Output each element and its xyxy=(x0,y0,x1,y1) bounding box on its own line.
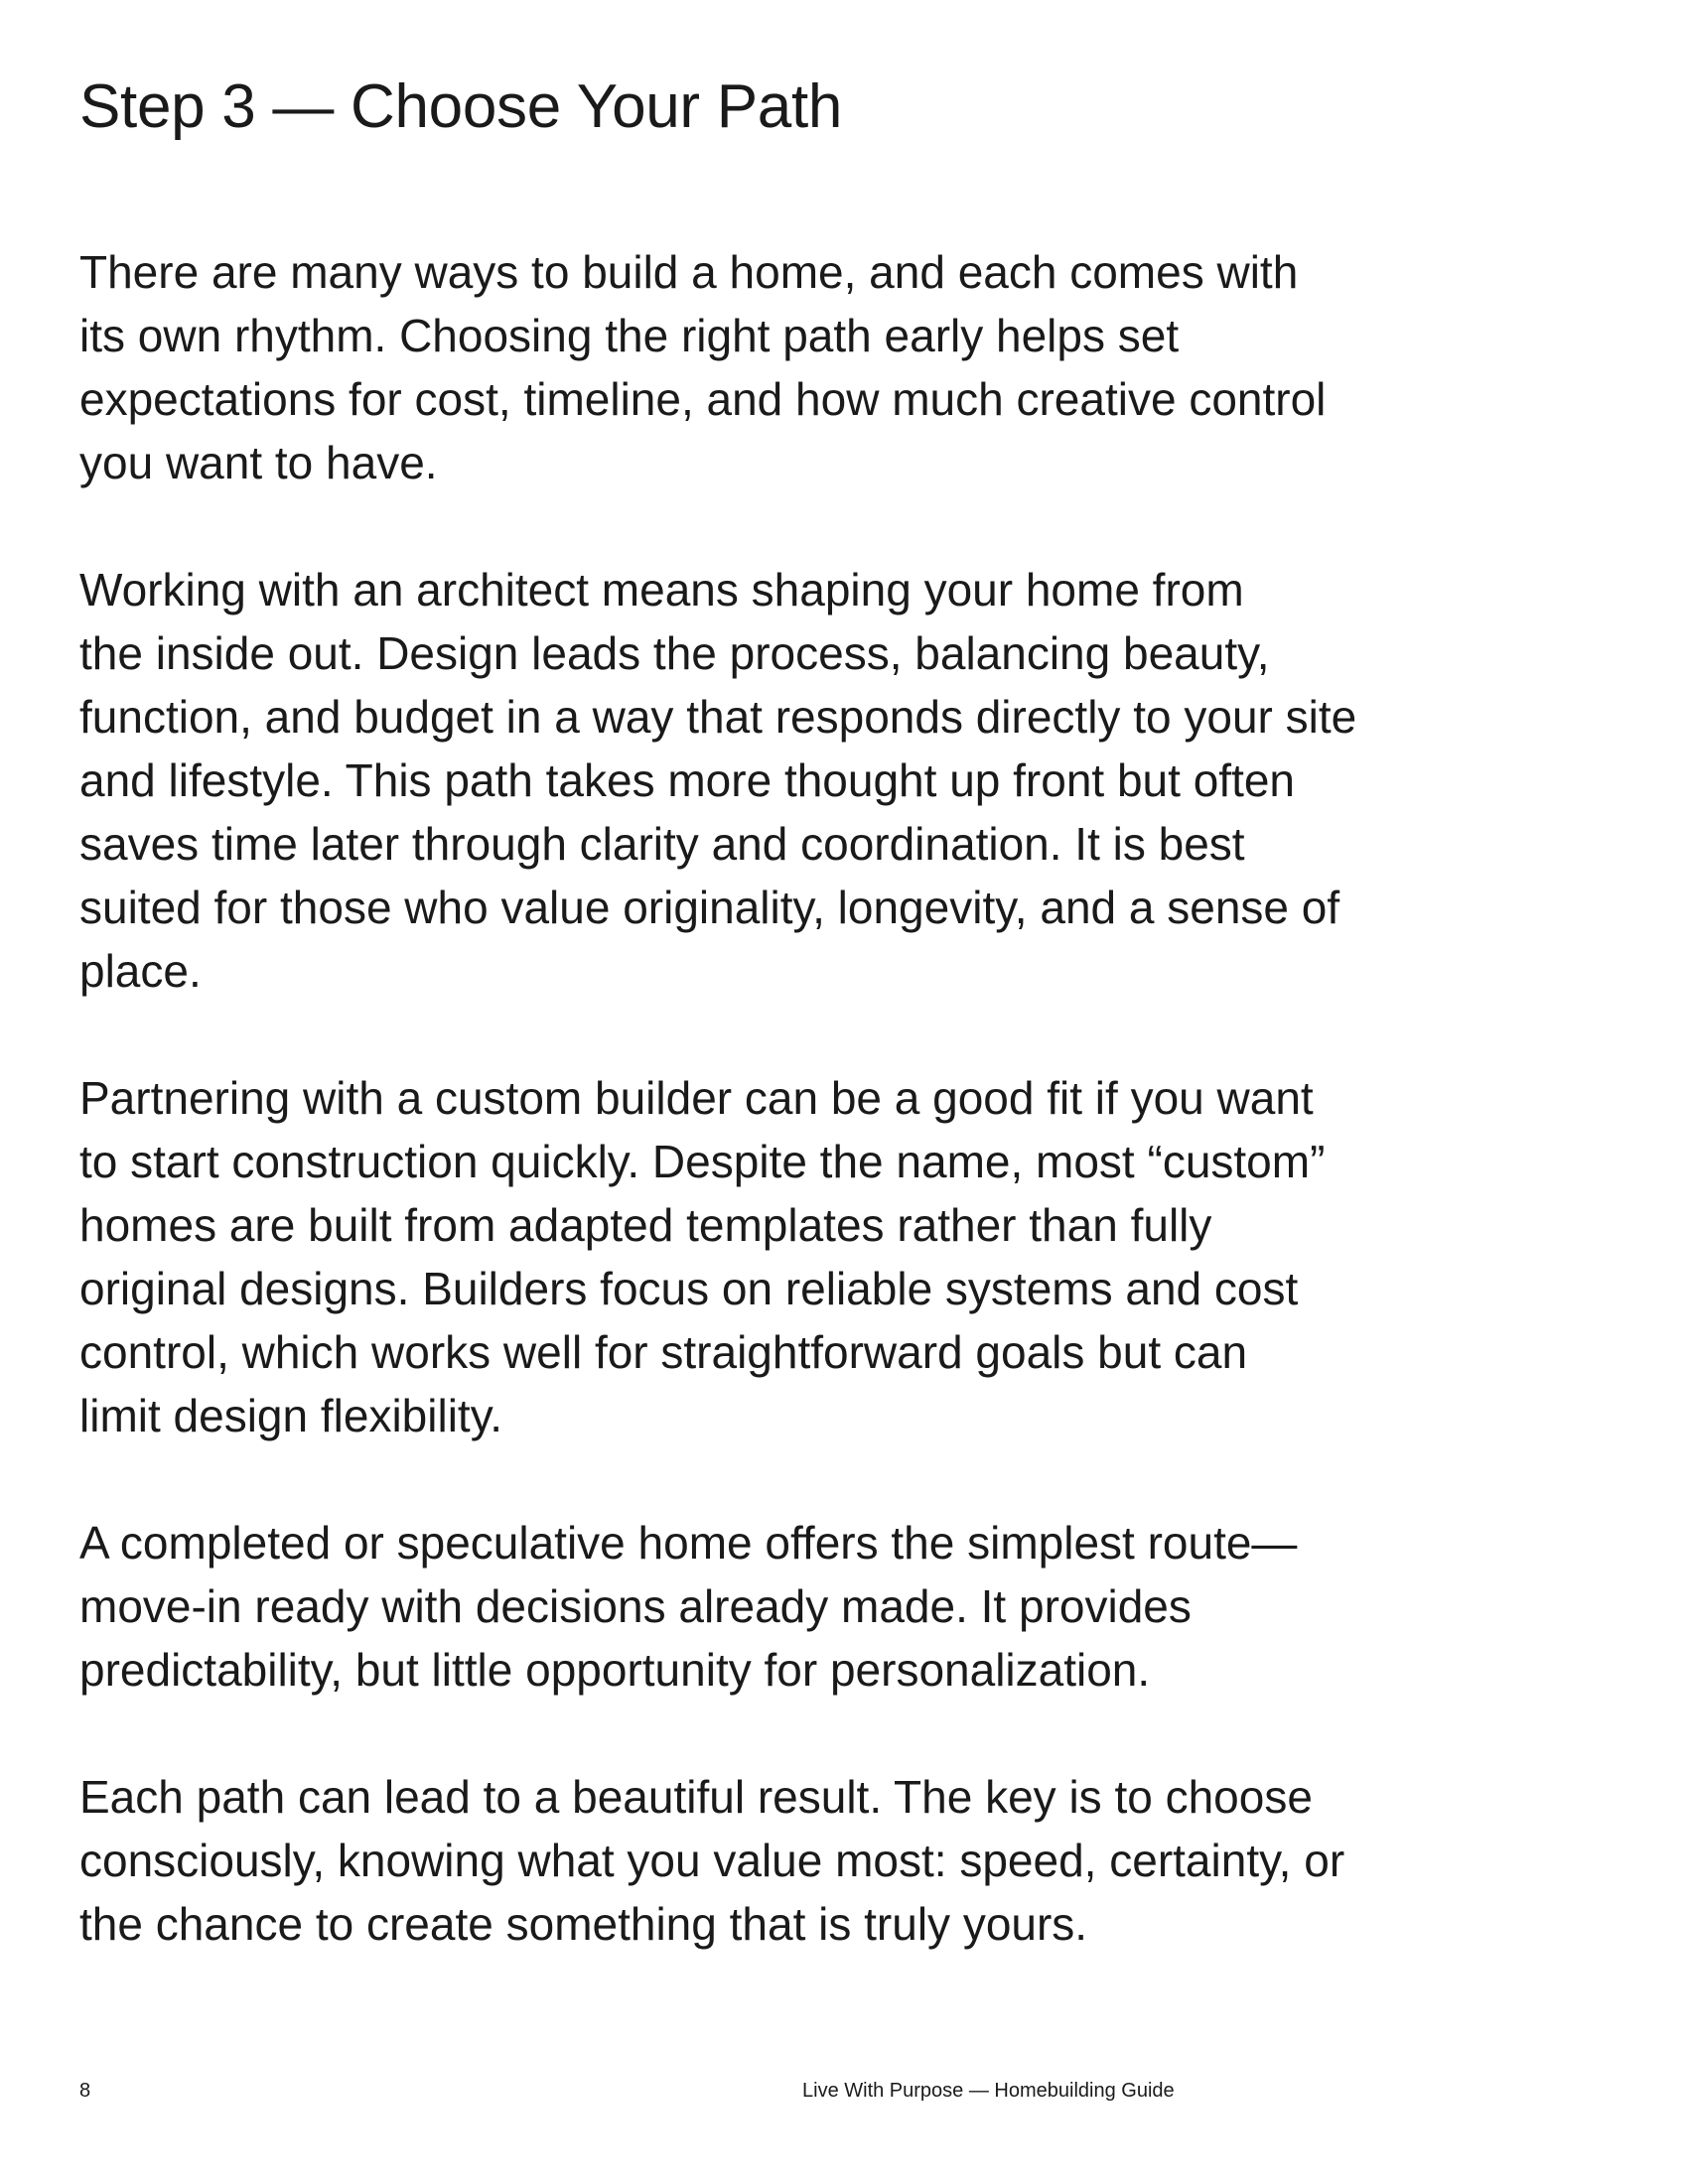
body-text xyxy=(79,240,1529,2019)
page-number: 8 xyxy=(79,2080,91,2102)
paragraph-line: you want to have. xyxy=(79,437,438,488)
paragraph-line: the chance to create something that is truly yours. xyxy=(79,1898,1088,1950)
paragraph-line: consciously, knowing what you value most: speed, certainty, or xyxy=(79,1835,1345,1886)
paragraph-line: Working with an architect means shaping your home from xyxy=(79,564,1244,615)
architect-paragraph xyxy=(79,558,1529,1003)
paragraph-line: place. xyxy=(79,945,202,997)
paragraph-line: suited for those who value originality, longevity, and a sense of xyxy=(79,882,1340,933)
paragraph-line: its own rhythm. Choosing the right path early helps set xyxy=(79,310,1180,361)
paragraph-line: control, which works well for straightforward goals but can xyxy=(79,1326,1248,1378)
paragraph-line: predictability, but little opportunity for personalization. xyxy=(79,1644,1151,1696)
paragraph-line: There are many ways to build a home, and each comes with xyxy=(79,246,1299,298)
paragraph-line: limit design flexibility. xyxy=(79,1390,503,1441)
conclusion-paragraph xyxy=(79,1765,1529,1956)
paragraph-line: expectations for cost, timeline, and how much creative control xyxy=(79,373,1327,425)
paragraph-line: to start construction quickly. Despite the name, most “custom” xyxy=(79,1136,1326,1187)
paragraph-line: saves time later through clarity and coordination. It is best xyxy=(79,818,1245,870)
paragraph-line: the inside out. Design leads the process, balancing beauty, xyxy=(79,627,1270,679)
paragraph-line: Partnering with a custom builder can be a good fit if you want xyxy=(79,1072,1314,1124)
paragraph-line: homes are built from adapted templates rather than fully xyxy=(79,1199,1212,1251)
paragraph-line: Each path can lead to a beautiful result. The key is to choose xyxy=(79,1771,1313,1823)
paragraph-line: function, and budget in a way that responds directly to your site xyxy=(79,691,1357,743)
page-title: Step 3 — Choose Your Path xyxy=(79,72,843,141)
custom-builder-paragraph xyxy=(79,1066,1529,1447)
speculative-home-paragraph xyxy=(79,1511,1529,1702)
paragraph-line: A completed or speculative home offers the simplest route— xyxy=(79,1517,1298,1569)
paragraph-line: move-in ready with decisions already made. It provides xyxy=(79,1580,1192,1632)
intro-paragraph xyxy=(79,240,1529,494)
paragraph-line: and lifestyle. This path takes more thought up front but often xyxy=(79,754,1296,806)
footer-guide-title: Live With Purpose — Homebuilding Guide xyxy=(802,2080,1175,2102)
paragraph-line: original designs. Builders focus on reliable systems and cost xyxy=(79,1263,1299,1314)
